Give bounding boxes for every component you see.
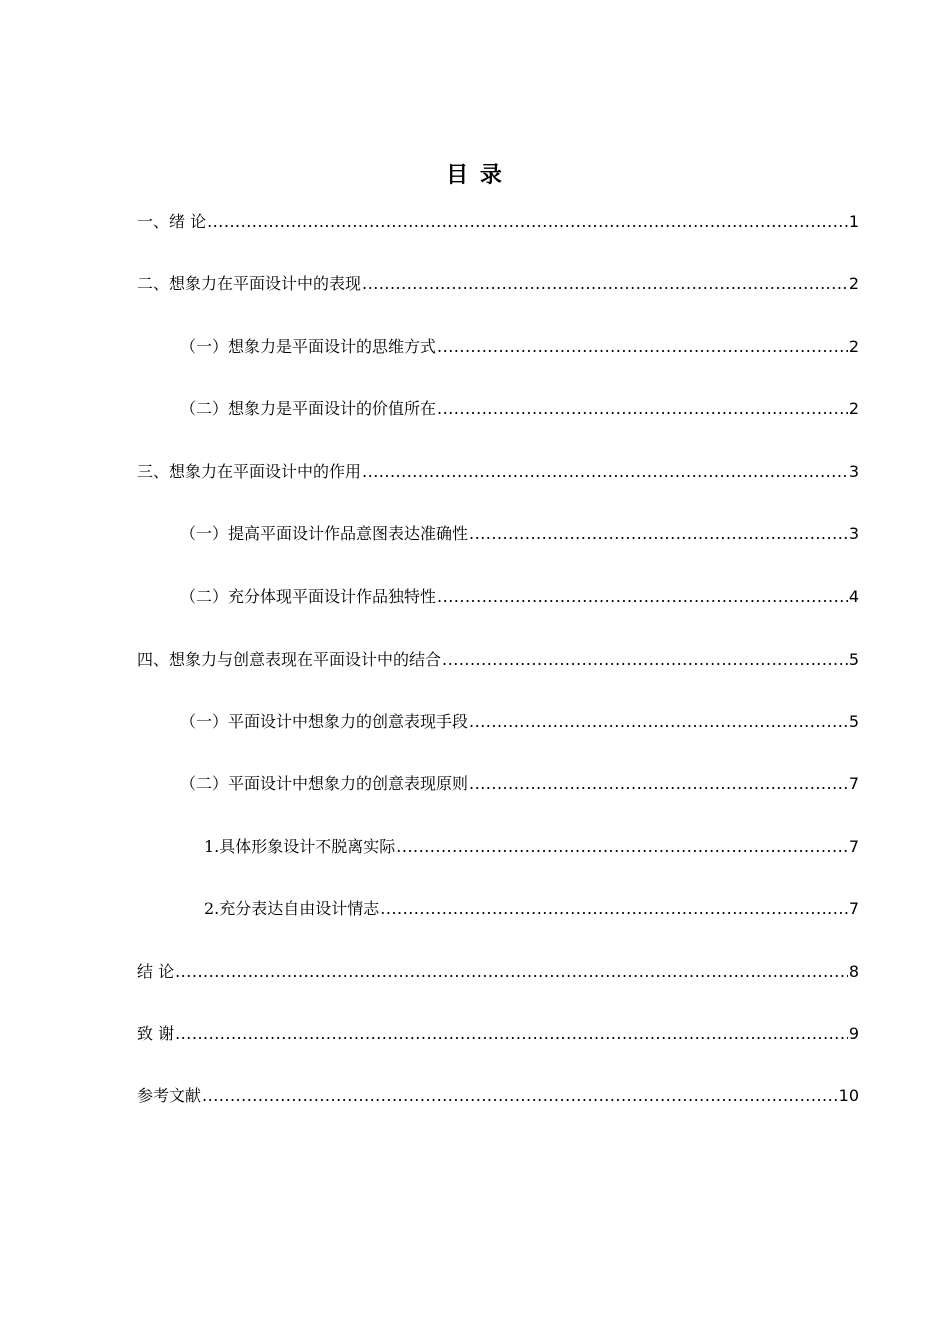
toc-entry-label: 三、想象力在平面设计中的作用 — [137, 462, 362, 481]
toc-page-number: 2 — [848, 337, 859, 356]
toc-entry-label: （一）提高平面设计作品意图表达准确性 — [180, 524, 469, 543]
toc-dot-leader — [207, 209, 848, 235]
toc-page-number: 9 — [848, 1024, 859, 1043]
toc-dot-leader — [396, 834, 848, 860]
toc-dot-leader — [362, 271, 848, 297]
toc-entry[interactable] — [180, 771, 859, 797]
toc-entry[interactable] — [204, 896, 859, 922]
toc-dot-leader — [380, 896, 848, 922]
toc-entry[interactable] — [137, 271, 859, 297]
toc-entry-label: 一、绪 论 — [137, 212, 207, 231]
toc-page-number: 7 — [848, 774, 859, 793]
toc-page-number: 1 — [848, 212, 859, 231]
toc-dot-leader — [437, 334, 848, 360]
toc-entry[interactable] — [180, 521, 859, 547]
toc-page-number: 3 — [848, 524, 859, 543]
toc-dot-leader — [202, 1083, 838, 1109]
toc-entry-label: （一）想象力是平面设计的思维方式 — [180, 337, 437, 356]
toc-page-number: 7 — [848, 837, 859, 856]
toc-entry[interactable] — [180, 709, 859, 735]
toc-page-number: 5 — [848, 650, 859, 669]
toc-entry-label: （二）平面设计中想象力的创意表现原则 — [180, 774, 469, 793]
toc-entry[interactable] — [137, 1021, 859, 1047]
toc-dot-leader — [469, 771, 848, 797]
toc-page-number: 7 — [848, 899, 859, 918]
toc-page-number: 5 — [848, 712, 859, 731]
toc-dot-leader — [442, 647, 848, 673]
toc-entry-label: 参考文献 — [137, 1086, 202, 1105]
toc-entry[interactable] — [204, 834, 859, 860]
toc-dot-leader — [469, 521, 848, 547]
toc-dot-leader — [175, 959, 848, 985]
toc-entry-label: 2.充分表达自由设计情志 — [204, 899, 380, 918]
toc-entry[interactable] — [180, 334, 859, 360]
toc-dot-leader — [469, 709, 848, 735]
toc-entry-label: 1.具体形象设计不脱离实际 — [204, 837, 396, 856]
toc-page-number: 4 — [848, 587, 859, 606]
toc-page-number: 2 — [848, 274, 859, 293]
toc-page-number: 3 — [848, 462, 859, 481]
toc-entry[interactable] — [137, 1083, 859, 1109]
toc-entry[interactable] — [137, 459, 859, 485]
toc-entry[interactable] — [137, 959, 859, 985]
toc-page-number: 8 — [848, 962, 859, 981]
toc-entry[interactable] — [180, 584, 859, 610]
toc-entry-label: 四、想象力与创意表现在平面设计中的结合 — [137, 650, 442, 669]
toc-entry-label: 结 论 — [137, 962, 175, 981]
toc-entry[interactable] — [180, 396, 859, 422]
toc-entry-label: （一）平面设计中想象力的创意表现手段 — [180, 712, 469, 731]
toc-page-number: 10 — [838, 1086, 859, 1105]
toc-entry[interactable] — [137, 209, 859, 235]
toc-dot-leader — [362, 459, 848, 485]
toc-title: 目 录 — [446, 162, 504, 188]
toc-dot-leader — [175, 1021, 848, 1047]
toc-entry-label: （二）想象力是平面设计的价值所在 — [180, 399, 437, 418]
toc-dot-leader — [437, 396, 848, 422]
toc-entry[interactable] — [137, 647, 859, 673]
toc-entry-label: （二）充分体现平面设计作品独特性 — [180, 587, 437, 606]
toc-dot-leader — [437, 584, 848, 610]
toc-entry-label: 二、想象力在平面设计中的表现 — [137, 274, 362, 293]
toc-page-number: 2 — [848, 399, 859, 418]
toc-entry-label: 致 谢 — [137, 1024, 175, 1043]
